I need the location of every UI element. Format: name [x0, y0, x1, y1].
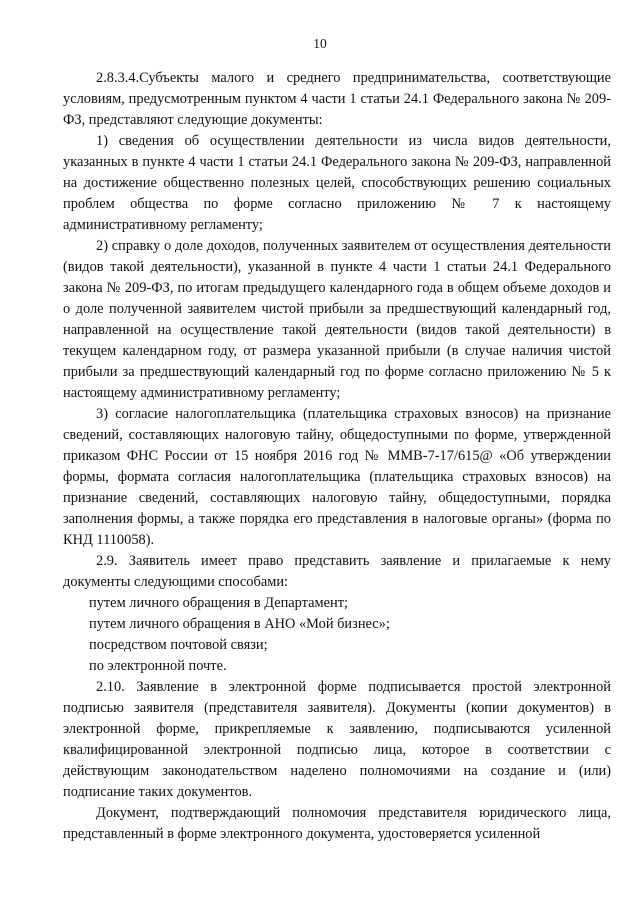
- list-item-1: 1) сведения об осуществлении деятельности из числа видов деятельности, указанных в пункте 4 части 1 статьи 24.1 Федерального закона № 209-ФЗ, направленной на достижение общественно полезных целей, способствующих решению социальных проблем общества по форме согласно приложению № 7 к настоящему административному регламенту;: [63, 133, 611, 233]
- method-item-email: по электронной почте.: [89, 658, 227, 674]
- method-item-post: посредством почтовой связи;: [89, 637, 268, 653]
- page-number: 10: [313, 36, 327, 51]
- method-item-department: путем личного обращения в Департамент;: [89, 595, 349, 611]
- paragraph-2-8-3-4: 2.8.3.4.Субъекты малого и среднего предпринимательства, соответствующие условиям, предусмотренным пунктом 4 части 1 статьи 24.1 Федерального закона № 209-ФЗ, представляют следующие документы:: [63, 70, 611, 128]
- method-item-ano: путем личного обращения в АНО «Мой бизнес»;: [89, 616, 390, 632]
- paragraph-2-10: 2.10. Заявление в электронной форме подписывается простой электронной подписью заявителя (представителя заявителя). Документы (копии документов) в электронной форме, прикрепляемые к заявлению, подписываются усиленной квалифицированной электронной подписью лица, которое в соответствии с действующим законодательством наделено полномочиями на создание и (или) подписание таких документов.: [63, 679, 611, 800]
- document-body: [63, 68, 611, 845]
- paragraph-2-9: 2.9. Заявитель имеет право представить заявление и прилагаемые к нему документы следующими способами:: [63, 553, 611, 590]
- list-item-3: 3) согласие налогоплательщика (плательщика страховых взносов) на признание сведений, составляющих налоговую тайну, общедоступными по форме, утвержденной приказом ФНС России от 15 ноября 2016 год № ММВ-7-17/615@ «Об утверждении формы, формата согласия налогоплательщика (плательщика страховых взносов) на признание сведений, составляющих налоговую тайну, общедоступными, порядка заполнения формы, а также порядка его представления в налоговые органы» (форма по КНД 1110058).: [63, 406, 611, 548]
- list-item-2: 2) справку о доле доходов, полученных заявителем от осуществления деятельности (видов такой деятельности), указанной в пункте 4 части 1 статьи 24.1 Федерального закона № 209-ФЗ, по итогам предыдущего календарного года в общем объеме доходов и о доле полученной заявителем чистой прибыли за предшествующий календарный год, направленной на осуществление такой деятельности (видов такой деятельности) в текущем календарном году, от размера указанной прибыли (в случае наличия чистой прибыли за предшествующий календарный год по форме согласно приложению № 5 к настоящему административному регламенту;: [63, 238, 611, 401]
- paragraph-representative-document: Документ, подтверждающий полномочия представителя юридического лица, представленный в форме электронного документа, удостоверяется усиленной: [63, 805, 611, 842]
